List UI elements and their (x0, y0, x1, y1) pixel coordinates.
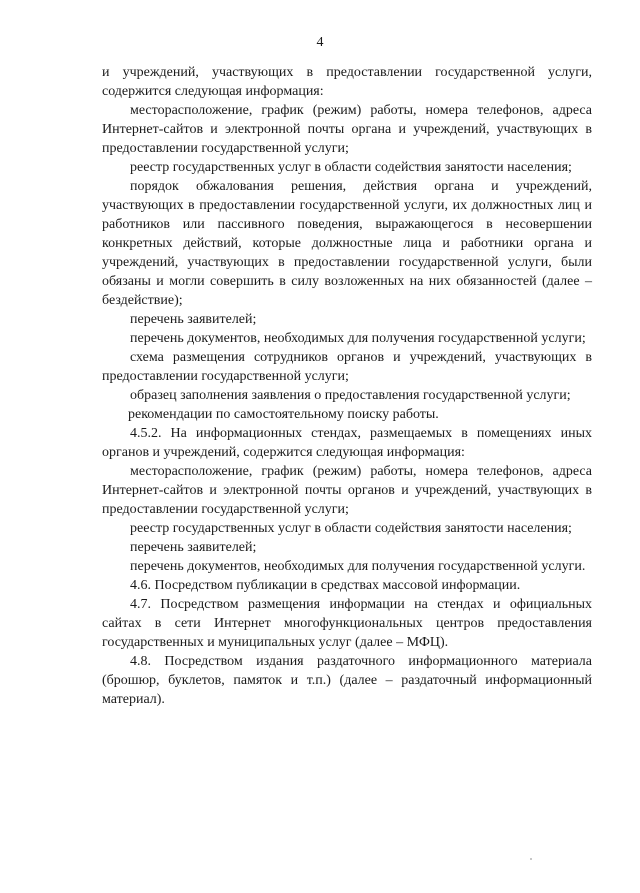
paragraph-applicants: перечень заявителей; (130, 312, 257, 327)
paragraph-section-4-6: 4.6. Посредством публикации в средствах массовой информации. (130, 578, 521, 593)
paragraph-staff-layout: схема размещения сотрудников органов и учреждений, участвующих в предоставлении государственной услуги; (102, 350, 592, 384)
paragraph-registry-2: реестр государственных услуг в области содействия занятости населения; (130, 521, 572, 536)
paragraph-job-search-tips: рекомендации по самостоятельному поиску работы. (128, 407, 439, 422)
paragraph-location-info-2: месторасположение, график (режим) работы, номера телефонов, адреса Интернет-сайтов и электронной почты органов и учреждений, участвующих в предоставлении государственной услуги; (102, 464, 592, 517)
scan-speck (530, 858, 532, 860)
paragraph-documents-list: перечень документов, необходимых для получения государственной услуги; (130, 331, 586, 346)
document-body (102, 63, 592, 709)
paragraph-continuation: и учреждений, участвующих в предоставлении государственной услуги, содержится следующая информация: (102, 65, 592, 99)
paragraph-appeal-procedure: порядок обжалования решения, действия органа и учреждений, участвующих в предоставлении государственной услуги, их должностных лиц и работников или пассивного поведения, выражающегося в несовершении конкретных действий, которые должностные лица и работники органа и учреждений, участвующих в предоставлении государственной услуги, были обязаны и могли совершить в силу возложенных на них обязанностей (далее – бездействие); (102, 179, 592, 308)
paragraph-documents-list-2: перечень документов, необходимых для получения государственной услуги. (130, 559, 586, 574)
paragraph-section-4-8: 4.8. Посредством издания раздаточного информационного материала (брошюр, буклетов, памяток и т.п.) (далее – раздаточный информационный материал). (102, 654, 592, 707)
paragraph-applicants-2: перечень заявителей; (130, 540, 257, 555)
paragraph-section-4-7: 4.7. Посредством размещения информации на стендах и официальных сайтах в сети Интернет многофункциональных центров предоставления государственных и муниципальных услуг (далее – МФЦ). (102, 597, 592, 650)
paragraph-location-info: месторасположение, график (режим) работы, номера телефонов, адреса Интернет-сайтов и электронной почты органа и учреждений, участвующих в предоставлении государственной услуги; (102, 103, 592, 156)
paragraph-form-sample: образец заполнения заявления о предоставления государственной услуги; (130, 388, 571, 403)
page-number: 4 (316, 35, 324, 50)
paragraph-section-4-5-2: 4.5.2. На информационных стендах, размещаемых в помещениях иных органов и учреждений, содержится следующая информация: (102, 426, 592, 460)
paragraph-registry: реестр государственных услуг в области содействия занятости населения; (130, 160, 572, 175)
